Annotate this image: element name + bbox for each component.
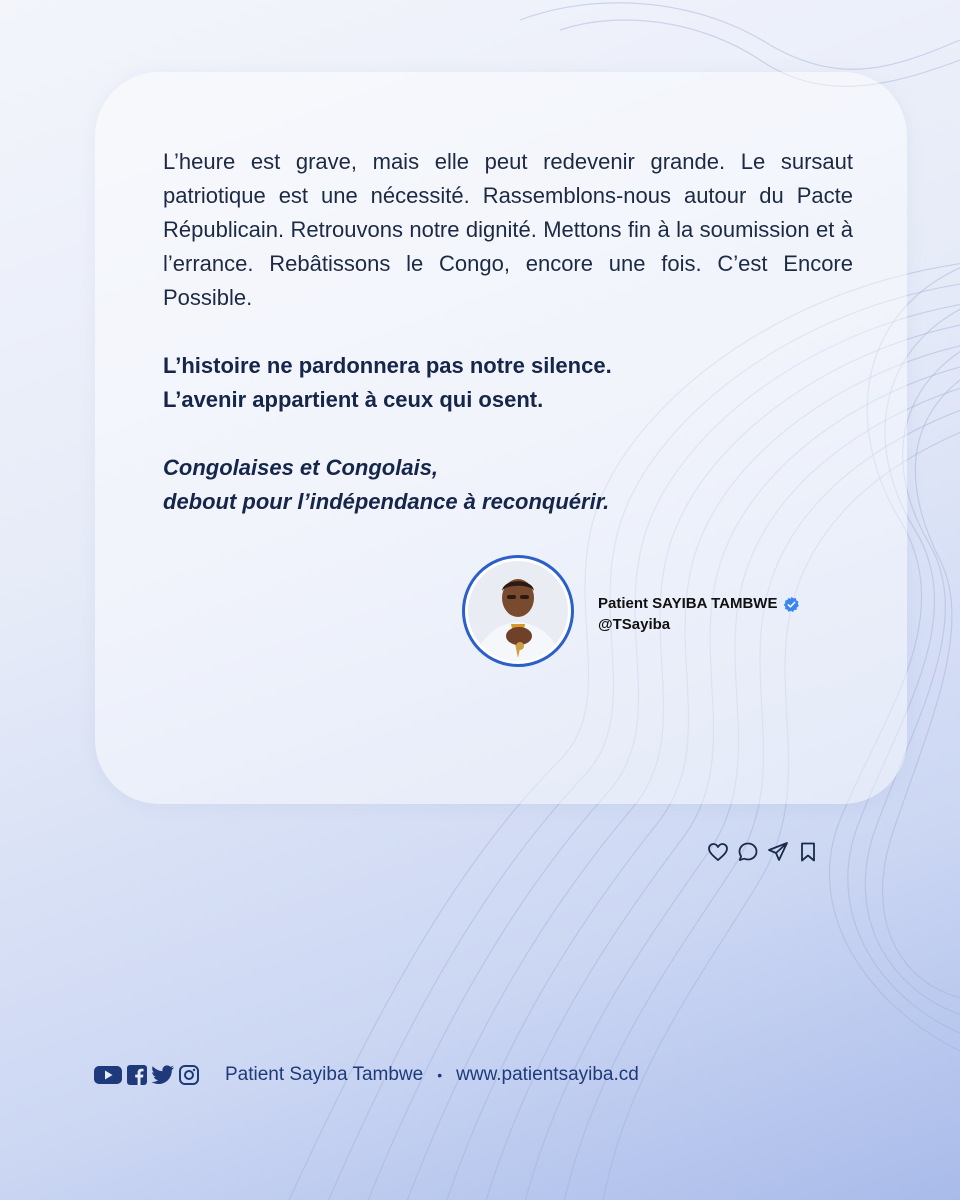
comment-icon[interactable] xyxy=(736,840,760,864)
twitter-icon[interactable] xyxy=(151,1065,175,1085)
footer-website-link[interactable]: www.patientsayiba.cd xyxy=(456,1064,639,1085)
post-actions xyxy=(706,840,820,864)
heart-icon[interactable] xyxy=(706,840,730,864)
facebook-icon[interactable] xyxy=(127,1065,147,1085)
post-body xyxy=(163,145,853,519)
author-avatar[interactable] xyxy=(462,555,574,667)
bold-line: L’histoire ne pardonnera pas notre silence. xyxy=(163,353,612,378)
footer xyxy=(93,1064,639,1086)
italic-line: debout pour l’indépendance à reconquérir. xyxy=(163,489,610,514)
author-info xyxy=(598,594,800,636)
author-name[interactable]: Patient SAYIBA TAMBWE xyxy=(598,595,778,612)
bookmark-icon[interactable] xyxy=(796,840,820,864)
share-icon[interactable] xyxy=(766,840,790,864)
instagram-icon[interactable] xyxy=(179,1065,199,1085)
author-handle[interactable]: @TSayiba xyxy=(598,616,671,633)
footer-separator: • xyxy=(437,1067,443,1083)
footer-name: Patient Sayiba Tambwe xyxy=(225,1064,424,1085)
youtube-icon[interactable] xyxy=(93,1064,123,1086)
verified-badge-icon xyxy=(783,596,800,613)
bold-line: L’avenir appartient à ceux qui osent. xyxy=(163,387,544,412)
post-paragraph: L’heure est grave, mais elle peut redevenir grande. Le sursaut patriotique est une nécessité. Rassemblons-nous autour du Pacte Républicain. Retrouvons notre dignité. Mettons fin à la soumission et à l’errance. Rebâtissons le Congo, encore une fois. C’est Encore Possible. xyxy=(163,149,853,310)
italic-line: Congolaises et Congolais, xyxy=(163,455,439,480)
bold-statement xyxy=(163,349,853,417)
italic-statement xyxy=(163,451,853,519)
social-icons xyxy=(93,1064,199,1086)
portrait-image xyxy=(465,558,571,664)
